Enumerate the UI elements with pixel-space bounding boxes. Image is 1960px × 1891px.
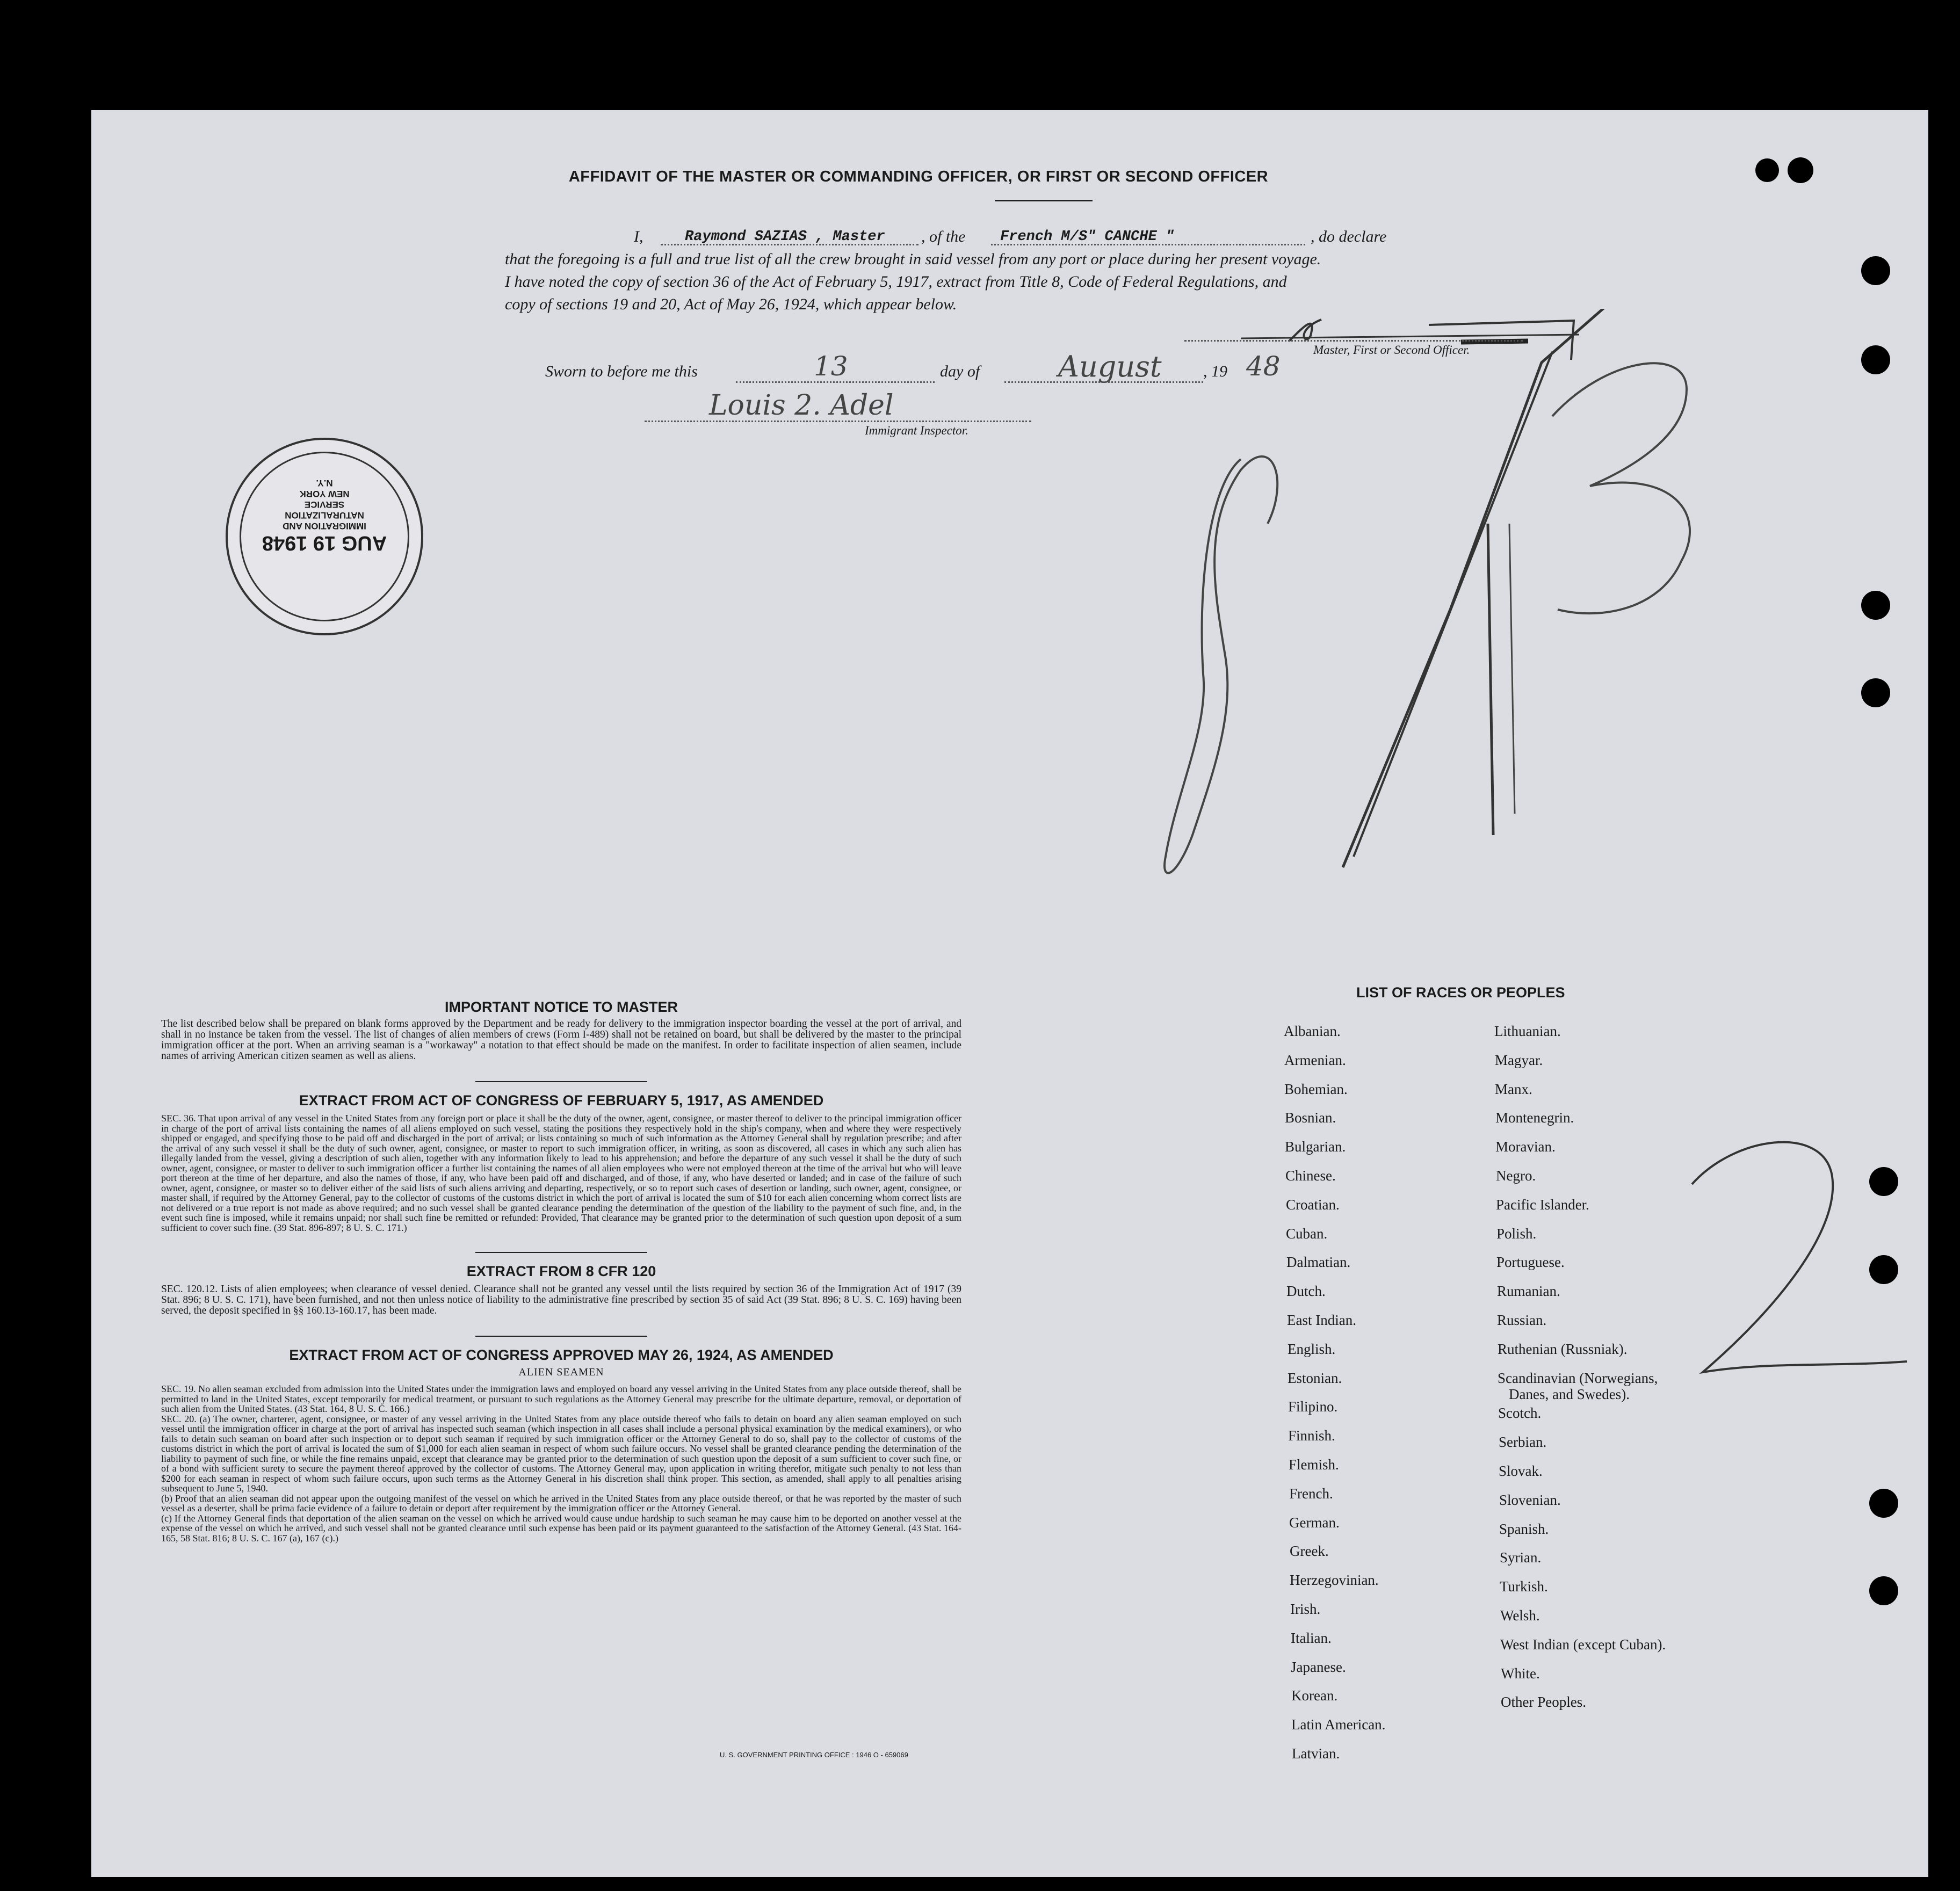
stamp-line-4: NEW YORK xyxy=(299,489,350,499)
extract-cfr-title: EXTRACT FROM 8 CFR 120 xyxy=(466,1263,656,1279)
sec-20c-body: (c) If the Attorney General finds that deportation of the alien seaman on the vessel on which he arrived would cause undue hardship to such seaman he may cause him to be deported on another vessel at the expense of the vessel on which he arrived, and such vessel shall not be granted clearance until such expense has been paid or its payment guaranteed to the satisfaction of the Attorney General. (43 Stat. 164-165, 58 Stat. 816; 8 U. S. C. 167 (a), 167 (c).) xyxy=(161,1512,961,1544)
inspector-caption: Immigrant Inspector. xyxy=(865,424,968,437)
sec-19-body: SEC. 19. No alien seaman excluded from admission into the United States under the immigration laws and employed on board any vessel arriving in the United States from any place outside thereof, shall be permitted to land in the United States, except temporarily for medical treatment, or pursuant to such regulations as the Attorney General may prescribe for the ultimate departure, removal, or deportation of such alien from the United States. (43 Stat. 164, 8 U. S. C. 166.) xyxy=(161,1383,961,1414)
extract-1924-title: EXTRACT FROM ACT OF CONGRESS APPROVED MAY 26, 1924, AS AMENDED xyxy=(289,1347,834,1363)
date-stamp xyxy=(226,438,423,635)
sworn-month: August xyxy=(1058,350,1162,383)
race-item: Japanese. xyxy=(1291,1658,1346,1675)
race-item: Bosnian. xyxy=(1285,1110,1336,1126)
notice-body: The list described below shall be prepared on blank forms approved by the Department and be ready for delivery to the immigration inspector boarding the vessel at the port of arrival, and shall in no instance be taken from the vessel. The list of changes of alien members of crews (Form I-489) shall not be retained on board, but shall be delivered by the master to the principal immigration officer at the port. When an arriving seaman is a "workaway" a notation to that effect should be made on the manifest. In order to facilitate inspection of alien seamen, include names of arriving American citizen seamen as well as aliens. xyxy=(161,1018,961,1062)
race-item: Turkish. xyxy=(1500,1578,1548,1595)
affidavit-title: AFFIDAVIT OF THE MASTER OR COMMANDING OFFICER, OR FIRST OR SECOND OFFICER xyxy=(568,168,1269,185)
punch-hole xyxy=(1869,1576,1898,1605)
punch-hole xyxy=(1755,158,1779,182)
race-item: Italian. xyxy=(1291,1629,1332,1646)
race-item: Portuguese. xyxy=(1496,1254,1565,1271)
sworn-day: 13 xyxy=(814,351,848,382)
inspector-line xyxy=(645,421,1031,422)
race-item: Serbian. xyxy=(1499,1434,1547,1451)
race-item: Flemish. xyxy=(1289,1457,1339,1473)
race-item: Other Peoples. xyxy=(1501,1694,1586,1711)
form-sheet xyxy=(91,110,1928,1877)
races-right-column xyxy=(1494,1023,1795,1877)
race-item: West Indian (except Cuban). xyxy=(1500,1636,1666,1653)
race-item: Latin American. xyxy=(1291,1716,1386,1733)
of-the-text: , of the xyxy=(921,228,966,245)
declaration-line-2: that the foregoing is a full and true list of all the crew brought in said vessel from any port or place during her present voyage. xyxy=(505,250,1321,268)
declaration-line-3: I have noted the copy of section 36 of the Act of February 5, 1917, extract from Title 8, Code of Federal Regulations, and xyxy=(505,273,1287,291)
stamp-date: AUG 19 1948 xyxy=(262,532,387,554)
sec-20a-body: SEC. 20. (a) The owner, charterer, agent, consignee, or master of any vessel arriving in the United States from any place outside thereof who fails to detain on board any alien seaman employed on such vessel until the immigration officer in charge at the port of arrival has inspected such seaman (which inspection in all cases shall include a personal physical examination by the medical examiners), or who fails to detain such seaman on board after such inspection or to deport such seaman if required by such immigration officer or the Attorney General to do so, shall pay to the collector of customs of the customs district in which the port of arrival is located the sum of $1,000 for each alien seaman in respect of whom such failure occurs. No vessel shall be granted clearance pending the determination of the liability to payment of such fine, or while the fine remains unpaid, except that clearance may be granted prior to the determination of such question upon the deposit of a sum sufficient to cover such fine, or of a bond with sufficient surety to secure the payment thereof approved by the collector of customs. The Attorney General may, upon application in writing therefor, mitigate such penalty to not less than $200 for each seaman in respect of whom such failure occurs, upon such terms as the Attorney General in his discretion shall think proper. This section, as amended, shall apply to all penalties arising subsequent to June 5, 1940. xyxy=(161,1413,961,1494)
race-item: Welsh. xyxy=(1500,1607,1540,1624)
race-item: Herzegovinian. xyxy=(1290,1572,1379,1589)
day-of-text: day of xyxy=(940,363,980,380)
race-item: Slovak. xyxy=(1499,1463,1543,1479)
race-item: Magyar. xyxy=(1495,1052,1543,1068)
stamp-line-2: NATURALIZATION xyxy=(285,510,364,520)
extract-1924-subtitle: ALIEN SEAMEN xyxy=(518,1366,604,1378)
sworn-prefix: Sworn to before me this xyxy=(545,363,698,380)
stamp-line-3: SERVICE xyxy=(304,499,345,510)
race-item: East Indian. xyxy=(1287,1312,1356,1328)
race-item: Spanish. xyxy=(1499,1520,1549,1537)
vessel-name: French M/S" CANCHE " xyxy=(1000,229,1175,245)
race-item: Lithuanian. xyxy=(1494,1023,1561,1039)
year-prefix: , 19 xyxy=(1203,363,1227,380)
race-item: Dutch. xyxy=(1286,1283,1326,1300)
race-item: Croatian. xyxy=(1286,1196,1340,1213)
notice-title: IMPORTANT NOTICE TO MASTER xyxy=(445,999,678,1015)
race-item: Bohemian. xyxy=(1284,1081,1348,1097)
stamp-line-1: IMMIGRATION AND xyxy=(283,521,366,531)
year-suffix: 48 xyxy=(1246,351,1281,382)
punch-hole xyxy=(1861,591,1890,620)
master-name: Raymond SAZIAS , Master xyxy=(685,229,885,245)
race-item: Filipino. xyxy=(1288,1399,1338,1415)
race-item: Scandinavian (Norwegians, xyxy=(1498,1370,1658,1386)
punch-hole xyxy=(1861,256,1890,285)
races-left-column xyxy=(1284,1023,1531,1877)
race-item: Bulgarian. xyxy=(1285,1139,1346,1155)
race-item: Montenegrin. xyxy=(1495,1110,1574,1126)
inspector-signature: Louis 2. Adel xyxy=(709,389,894,422)
punch-hole xyxy=(1861,678,1890,707)
legal-notice-column xyxy=(161,999,961,1544)
race-item: Albanian. xyxy=(1284,1023,1341,1039)
punch-hole xyxy=(1861,345,1890,374)
race-item: Slovenian. xyxy=(1499,1491,1561,1508)
title-divider xyxy=(995,200,1093,201)
race-item: Cuban. xyxy=(1286,1225,1328,1242)
races-title: LIST OF RACES OR PEOPLES xyxy=(1356,984,1565,1001)
printing-office-imprint: U. S. GOVERNMENT PRINTING OFFICE : 1946 O - 659069 xyxy=(720,1751,908,1759)
race-item: Danes, and Swedes). xyxy=(1509,1386,1630,1402)
race-item: Polish. xyxy=(1496,1225,1537,1242)
race-item: Greek. xyxy=(1290,1543,1329,1560)
race-item: Chinese. xyxy=(1285,1168,1336,1184)
race-item: Latvian. xyxy=(1292,1745,1340,1762)
race-item: Pacific Islander. xyxy=(1496,1196,1589,1213)
race-item: Dalmatian. xyxy=(1286,1254,1351,1271)
punch-hole xyxy=(1788,157,1813,183)
race-item: Manx. xyxy=(1495,1081,1532,1097)
race-item: German. xyxy=(1289,1514,1340,1531)
do-declare-text: , do declare xyxy=(1311,228,1387,245)
sec-20b-body: (b) Proof that an alien seaman did not appear upon the outgoing manifest of the vessel on which he arrived in the United States from any place outside thereof, or that he was reported by the master of such vessel as a deserter, shall be prima facie evidence of a failure to detain or deport after requirement by the immigration officer or the Attorney General. xyxy=(161,1492,961,1513)
handwritten-number-813 xyxy=(1144,309,1735,910)
race-item: Syrian. xyxy=(1500,1549,1542,1566)
pronoun-i: I, xyxy=(634,228,643,245)
extract-1917-body: SEC. 36. That upon arrival of any vessel in the United States from any foreign port or place it shall be the duty of the owner, agent, consignee, or master thereof to deliver to the principal immigration officer in charge of the port of arrival lists containing the names of all aliens employed on such vessel, stating the positions they respectively hold in the ship's company, when and where they were respectively shipped or engaged, and specifying those to be paid off and discharged in the port of arrival; or lists containing so much of such information as the Attorney General shall by regulation prescribe; and after the arrival of any such vessel it shall be the duty of such owner, agent, consignee, or master to report to such immigration officer, in writing, as soon as discovered, all cases in which any such alien has illegally landed from the vessel, giving a description of such alien, together with any information likely to lead to his apprehension; and before the departure of any such vessel it shall be the duty of such owner, agent, consignee, or master to deliver to such immigration officer a further list containing the names of all alien employees who were not employed thereon at the time of the arrival but who will leave port thereon at the time of her departure, and also the names of those, if any, who have been paid off and discharged, and of those, if any, who have deserted or landed; and in case of the failure of such owner, agent, consignee, or master so to deliver either of the said lists of such aliens arriving and departing, respectively, or so to report such cases of desertion or landing, such owner, agent, consignee, or master shall, if required by the Attorney General, pay to the collector of customs of the customs district in which the port of arrival is located the sum of $10 for each alien concerning whom correct lists are not delivered or a true report is not made as above required; and no such vessel shall be granted clearance pending the determination of the question of the liability to the payment of such fine, and, in the event such fine is imposed, while it remains unpaid; nor shall such fine be remitted or refunded: Provided, That clearance may be granted prior to the determination of such question upon deposit of a sum sufficient to cover such fine. (39 Stat. 896-897; 8 U. S. C. 171.) xyxy=(161,1113,961,1233)
race-item: Armenian. xyxy=(1284,1052,1346,1068)
race-item: Rumanian. xyxy=(1497,1283,1560,1300)
stamp-line-5: N.Y. xyxy=(316,478,333,488)
signature-caption: Master, First or Second Officer. xyxy=(1313,343,1470,357)
race-item: Finnish. xyxy=(1288,1428,1335,1444)
race-item: Ruthenian (Russniak). xyxy=(1498,1341,1628,1357)
race-item: White. xyxy=(1501,1665,1540,1682)
extract-1917-title: EXTRACT FROM ACT OF CONGRESS OF FEBRUARY 5, 1917, AS AMENDED xyxy=(299,1092,824,1108)
race-item: Scotch. xyxy=(1498,1405,1542,1422)
race-item: French. xyxy=(1289,1485,1333,1502)
punch-hole xyxy=(1869,1489,1898,1518)
race-item: Negro. xyxy=(1496,1168,1536,1184)
race-item: Korean. xyxy=(1291,1687,1338,1704)
race-item: English. xyxy=(1288,1341,1336,1357)
race-item: Irish. xyxy=(1290,1601,1321,1617)
race-item: Moravian. xyxy=(1495,1139,1556,1155)
race-item: Russian. xyxy=(1497,1312,1547,1328)
declaration-line-4: copy of sections 19 and 20, Act of May 26, 1924, which appear below. xyxy=(505,295,957,313)
race-item: Estonian. xyxy=(1288,1370,1342,1386)
extract-cfr-body: SEC. 120.12. Lists of alien employees; when clearance of vessel denied. Clearance shall not be granted any vessel until the lists required by section 36 of the Immigration Act of 1917 (39 Stat. 896; 8 U. S. C. 171), have been furnished, and not then unless notice of liability to the administrative fine prescribed by section 35 of said Act (39 Stat. 896; 8 U. S. C. 169) having been served, the deposit specified in §§ 160.13-160.17, has been made. xyxy=(161,1284,961,1316)
